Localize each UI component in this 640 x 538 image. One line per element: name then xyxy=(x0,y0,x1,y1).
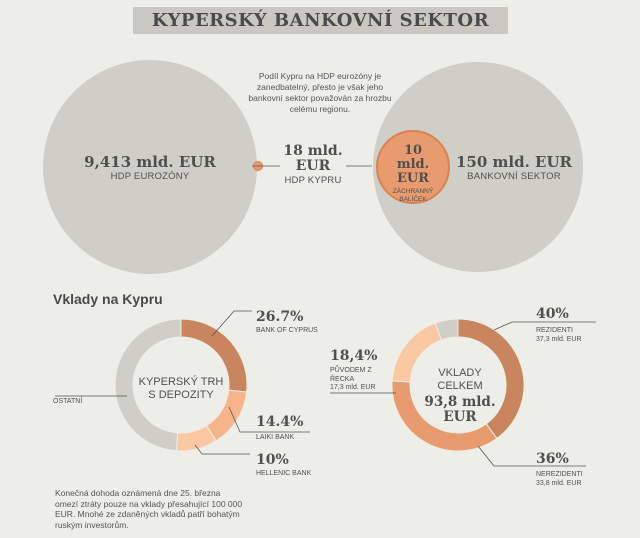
pct-nerezidenti: 36% xyxy=(536,451,569,467)
sub-rezidenti: 37,3 mld. EUR xyxy=(536,336,582,343)
caption-cyprus-gdp: HDP KYPRU xyxy=(284,175,342,186)
pct-laiki: 14.4% xyxy=(256,414,304,430)
top-note: Podíl Kypru na HDP eurozóny je zanedbatelný, přesto je však jeho bankovní sektor považován za hrozbu celému regionu. xyxy=(248,71,392,114)
pct-rezidenti: 40% xyxy=(536,306,569,322)
caption-banking-sector: BANKOVNÍ SEKTOR xyxy=(467,171,561,182)
label-cyprus-gdp xyxy=(280,144,346,186)
label-bank-of-cyprus: BANK OF CYPRUS xyxy=(256,327,318,334)
page-title: KYPERSKÝ BANKOVNÍ SEKTOR xyxy=(151,10,490,31)
sub-nerezidenti: 33,8 mld. EUR xyxy=(536,480,582,487)
callout-line-nerezidenti xyxy=(478,446,586,466)
sub-recko: 17,3 mld. EUR xyxy=(330,384,376,391)
pct-hellenic: 10% xyxy=(256,452,289,468)
deposits-note: Konečná dohoda oznámená dne 25. března omezí ztráty pouze na vklady přesahující 100 000 EUR. Mnohé ze zdaněných vkladů patří bohatým ruským investorům. xyxy=(55,488,243,530)
label-hellenic: HELLENIC BANK xyxy=(256,470,312,477)
value-banking-sector: 150 mld. EUR xyxy=(455,153,572,171)
label-banking-sector xyxy=(454,153,574,182)
chart-right-center xyxy=(418,367,502,425)
label-nerezidenti: NEREZIDENTI xyxy=(536,471,583,478)
value-eurozone-gdp: 9,413 mld. EUR xyxy=(84,153,216,171)
pct-bank-of-cyprus: 26.7% xyxy=(256,309,304,325)
label-eurozone-gdp xyxy=(70,153,230,182)
chart-left-title: KYPERSKÝ TRH S DEPOZITY xyxy=(138,376,224,401)
value-bailout: 10 mld. EUR xyxy=(396,143,430,186)
chart-right-title: VKLADY CELKEM xyxy=(437,367,483,392)
chart-right-total: 93,8 mld. EUR xyxy=(424,394,496,425)
caption-eurozone-gdp: HDP EUROZÓNY xyxy=(110,171,190,182)
label-recko: PŮVODEM Z ŘECKA xyxy=(330,367,372,383)
value-cyprus-gdp: 18 mld. EUR xyxy=(283,143,343,174)
pct-recko: 18,4% xyxy=(330,348,378,364)
label-laiki: LAIKI BANK xyxy=(256,434,295,441)
label-rezidenti: REZIDENTI xyxy=(536,327,573,334)
deposits-heading: Vklady na Kypru xyxy=(53,291,163,307)
label-ostatni: OSTATNÍ xyxy=(53,398,83,405)
label-bailout xyxy=(388,144,438,204)
caption-bailout: ZÁCHRANNÝ BALÍČEK xyxy=(392,188,434,203)
